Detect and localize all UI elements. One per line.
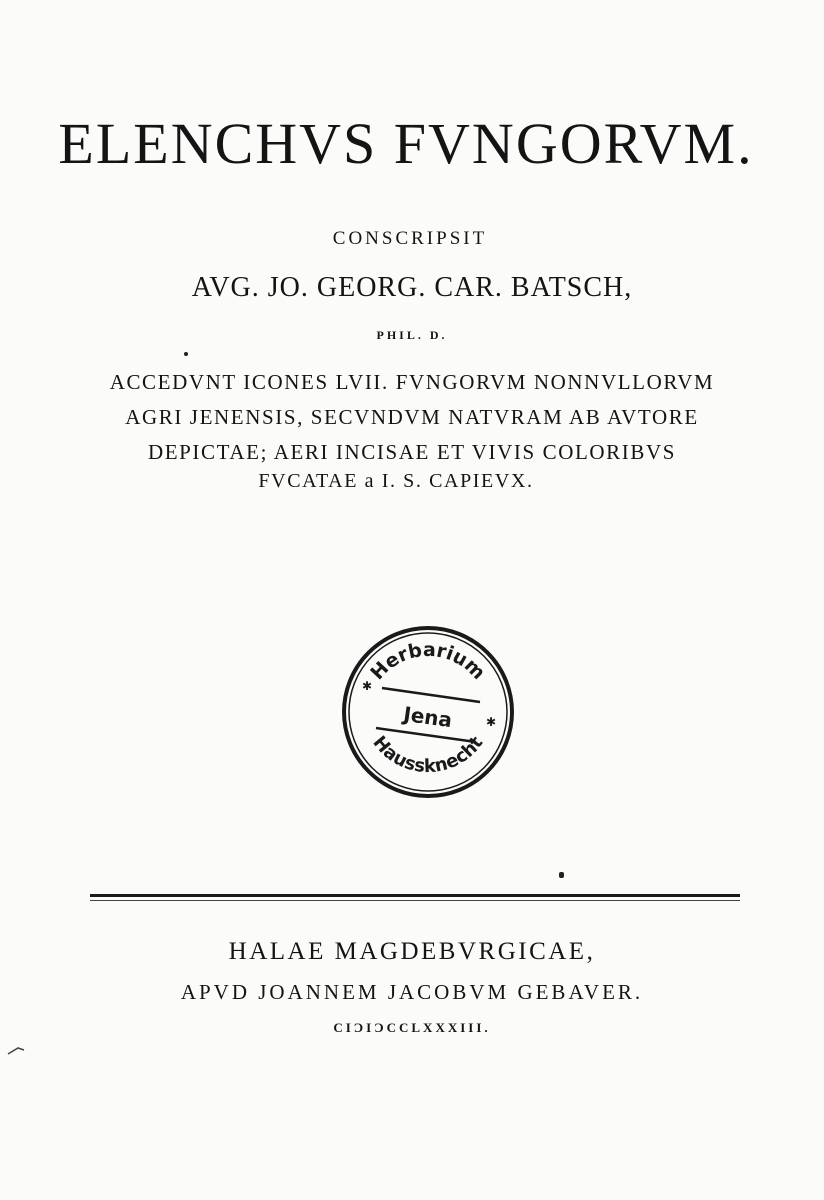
description-line-2: AGRI JENENSIS, SECVNDVM NATVRAM AB AVTORE — [125, 405, 699, 429]
stamp-star-right: ✱ — [486, 715, 497, 729]
author-degree: PHIL. D. — [376, 328, 448, 342]
imprint-city: HALAE MAGDEBVRGICAE, — [228, 938, 596, 965]
description-line-4: FVCATAE a I. S. CAPIEVX. — [258, 470, 534, 492]
stamp-top-text: Herbarium — [366, 638, 490, 685]
horizontal-rule-thin — [90, 900, 740, 901]
book-title: ELENCHVS FVNGORVM. — [58, 111, 754, 176]
horizontal-rule-thick — [90, 894, 740, 897]
stamp-bottom-text: Haussknecht — [368, 732, 488, 778]
ink-speck — [559, 872, 564, 878]
stamp-center-text: Jena — [402, 701, 454, 733]
stamp-star-left: ✱ — [362, 679, 373, 693]
ink-speck — [184, 352, 188, 356]
description-line-1: ACCEDVNT ICONES LVII. FVNGORVM NONNVLLORVM — [109, 370, 715, 394]
imprint-publisher: APVD JOANNEM JACOBVM GEBAVER. — [180, 980, 644, 1004]
description-line-3: DEPICTAE; AERI INCISAE ET VIVIS COLORIBVS — [147, 440, 677, 464]
margin-mark — [6, 1044, 26, 1058]
show-through-texture — [314, 300, 674, 630]
stamp-band-top — [382, 688, 480, 702]
herbarium-stamp — [340, 624, 516, 800]
imprint-year: CIƆIƆCCLXXXIII. — [333, 1020, 491, 1035]
author-name: AVG. JO. GEORG. CAR. BATSCH, — [191, 272, 633, 303]
conscripsit-label: CONSCRIPSIT — [332, 228, 488, 249]
